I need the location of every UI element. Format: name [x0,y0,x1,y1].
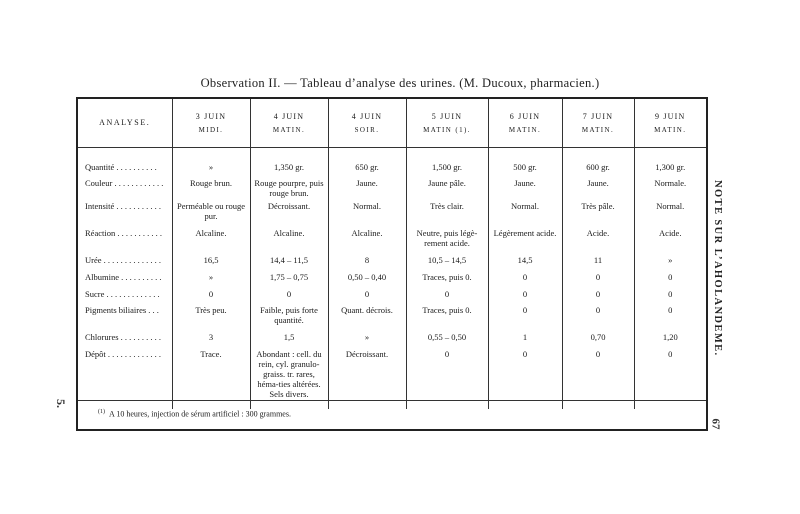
table-cell: Alcaline. [172,228,250,255]
urine-analysis-table [78,99,706,409]
footnote-text: A 10 heures, injection de sérum artificiel : 300 grammes. [109,409,291,419]
table-row [78,332,706,349]
table-cell: 10,5 – 14,5 [406,255,488,272]
row-label: Sucre . . . . . . . . . . . . . [78,289,172,305]
table-body [78,148,706,410]
table-cell: 1,20 [662,332,678,342]
table-cell: 1,350 gr. [250,162,328,178]
table-cell: 16,5 [172,255,250,272]
row-label: Chlorures . . . . . . . . . . [78,332,172,349]
table-cell: » [172,272,250,289]
table-cell: Jaune. [328,178,406,201]
page-number: 67 [709,418,722,430]
row-label: Albumine . . . . . . . . . . [78,272,172,289]
table-cell: Très clair. [406,201,488,228]
header-col-4: 5 JUIN MATIN (1). [406,99,488,148]
table-cell: 0 [488,305,562,332]
margin-mark: 5. [54,399,68,408]
table-cell: Décroissant. [328,349,406,409]
header-col-1: 3 JUIN MIDI. [172,99,250,148]
header-col-2: 4 JUIN MATIN. [250,99,328,148]
table-cell: Abondant : cell. du rein, cyl. granulo-graiss. tr. rares, héma-ties altérées. Sels divers. [250,349,328,409]
table-cell: 0 [488,349,562,409]
table-cell: 0 [488,289,562,305]
table-cell: 0 [172,289,250,305]
spacer-row [78,148,706,163]
table-cell: 0 [562,305,634,332]
table-row [78,178,706,201]
table-cell: Légèrement acide. [488,228,562,255]
table-row [78,255,706,272]
table-cell: » [328,332,406,349]
table-cell: 1,75 – 0,75 [250,272,328,289]
table-cell: 0 [406,289,488,305]
table-cell: 8 [328,255,406,272]
table-row [78,289,706,305]
table-cell: 650 gr. [328,162,406,178]
table-cell: Normal. [656,201,685,211]
table-cell: Acide. [562,228,634,255]
table-cell: Décroissant. [250,201,328,228]
row-label: Intensité . . . . . . . . . . . [78,201,172,228]
row-label: Urée . . . . . . . . . . . . . . [78,255,172,272]
table-row [78,201,706,228]
side-running-title: NOTE SUR L’AHOLANDEME. [712,180,723,357]
table-cell: Jaune. [488,178,562,201]
header-analyse: ANALYSE. [78,99,172,148]
table-cell: 0,55 – 0,50 [406,332,488,349]
table-cell: Alcaline. [250,228,328,255]
table-cell: 0 [406,349,488,409]
table-row [78,305,706,332]
table-cell: 600 gr. [562,162,634,178]
table-cell: 0,70 [562,332,634,349]
table-row [78,272,706,289]
table-cell: Trace. [172,349,250,409]
table-cell: 0 [668,272,673,282]
table-cell: Acide. [659,228,682,238]
table-cell: Jaune pâle. [406,178,488,201]
table-cell: 0 [668,305,673,315]
table-cell: » [172,162,250,178]
table-cell: 0 [668,289,673,299]
table-cell: 1,300 gr. [655,162,686,172]
table-cell: Normal. [328,201,406,228]
header-col-7: 9 JUIN MATIN. [654,111,687,134]
table-cell: 3 [172,332,250,349]
header-row [78,99,706,148]
table-cell: 0 [328,289,406,305]
table-cell: » [668,255,673,265]
row-label: Pigments biliaires . . . [78,305,172,332]
table-cell: Neutre, puis légè-rement acide. [406,228,488,255]
table-cell: Traces, puis 0. [406,272,488,289]
table-cell: 0 [562,349,634,409]
table-cell: 500 gr. [488,162,562,178]
table-cell: Rouge pourpre, puis rouge brun. [250,178,328,201]
row-label: Couleur . . . . . . . . . . . . [78,178,172,201]
footnote [78,400,706,431]
table-cell: Alcaline. [328,228,406,255]
table-cell: Normale. [654,178,687,188]
table-cell: Faible, puis forte quantité. [250,305,328,332]
table-cell: Quant. décrois. [328,305,406,332]
analysis-table-frame [76,97,708,431]
table-cell: Rouge brun. [172,178,250,201]
table-cell: 0 [562,272,634,289]
table-cell: 1 [488,332,562,349]
row-label: Réaction . . . . . . . . . . . [78,228,172,255]
table-cell: 0 [250,289,328,305]
row-label: Dépôt . . . . . . . . . . . . . [78,349,172,409]
table-cell: Très peu. [172,305,250,332]
table-cell: 14,5 [488,255,562,272]
table-row [78,162,706,178]
table-cell: Perméable ou rouge pur. [172,201,250,228]
table-row [78,228,706,255]
table-title: Observation II. — Tableau d’analyse des urines. (M. Ducoux, pharmacien.) [200,76,600,90]
header-col-5: 6 JUIN MATIN. [488,99,562,148]
table-cell: 0,50 – 0,40 [328,272,406,289]
table-cell: 1,500 gr. [406,162,488,178]
table-cell: 0 [668,349,673,359]
table-cell: Traces, puis 0. [406,305,488,332]
table-cell: 14,4 – 11,5 [250,255,328,272]
header-col-3: 4 JUIN SOIR. [328,99,406,148]
table-cell: 11 [562,255,634,272]
table-cell: Très pâle. [562,201,634,228]
table-cell: Jaune. [562,178,634,201]
table-cell: 1,5 [250,332,328,349]
table-cell: Normal. [488,201,562,228]
footnote-mark: (1) [98,409,105,415]
header-col-6: 7 JUIN MATIN. [562,99,634,148]
table-cell: 0 [562,289,634,305]
table-cell: 0 [488,272,562,289]
row-label: Quantité . . . . . . . . . . [78,162,172,178]
